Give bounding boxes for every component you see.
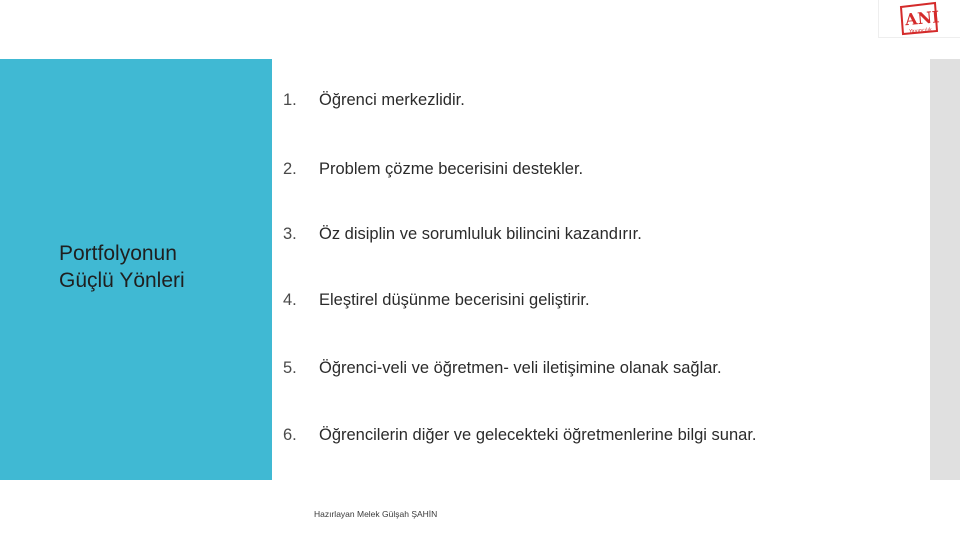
list-item-text: Öz disiplin ve sorumluluk bilincini kazandırır. — [319, 224, 642, 243]
list-item-number: 5. — [283, 358, 297, 377]
list-item-number: 6. — [283, 425, 297, 444]
list-item-number: 2. — [283, 159, 297, 178]
list-item — [272, 219, 642, 249]
ani-logo — [878, 0, 960, 38]
slide-title-line-1: Portfolyonun — [59, 242, 177, 265]
list-item-text: Öğrencilerin diğer ve gelecekteki öğretmenlerine bilgi sunar. — [319, 425, 757, 444]
list-item — [272, 154, 583, 184]
list-item-text: Problem çözme becerisini destekler. — [319, 159, 584, 178]
list-item-number: 3. — [283, 224, 297, 243]
slide-title — [59, 240, 259, 294]
numbered-list — [272, 59, 930, 480]
list-item-text: Öğrenci merkezlidir. — [319, 90, 465, 109]
logo-subtext: Yayıncılık — [908, 26, 933, 35]
list-item-number: 1. — [283, 90, 297, 109]
list-item — [272, 285, 590, 315]
logo-wordmark: ANI — [904, 7, 941, 30]
footer-credit: Hazırlayan Melek Gülşah ŞAHİN — [314, 509, 438, 519]
list-item-number: 4. — [283, 290, 297, 309]
list-item — [272, 85, 465, 115]
slide-title-line-2: Güçlü Yönleri — [59, 269, 185, 292]
right-decorative-bar — [930, 59, 960, 480]
list-item — [272, 420, 756, 450]
list-item-text: Öğrenci-veli ve öğretmen- veli iletişimine olanak sağlar. — [319, 358, 722, 377]
list-item — [272, 353, 722, 383]
list-item-text: Eleştirel düşünme becerisini geliştirir. — [319, 290, 590, 309]
